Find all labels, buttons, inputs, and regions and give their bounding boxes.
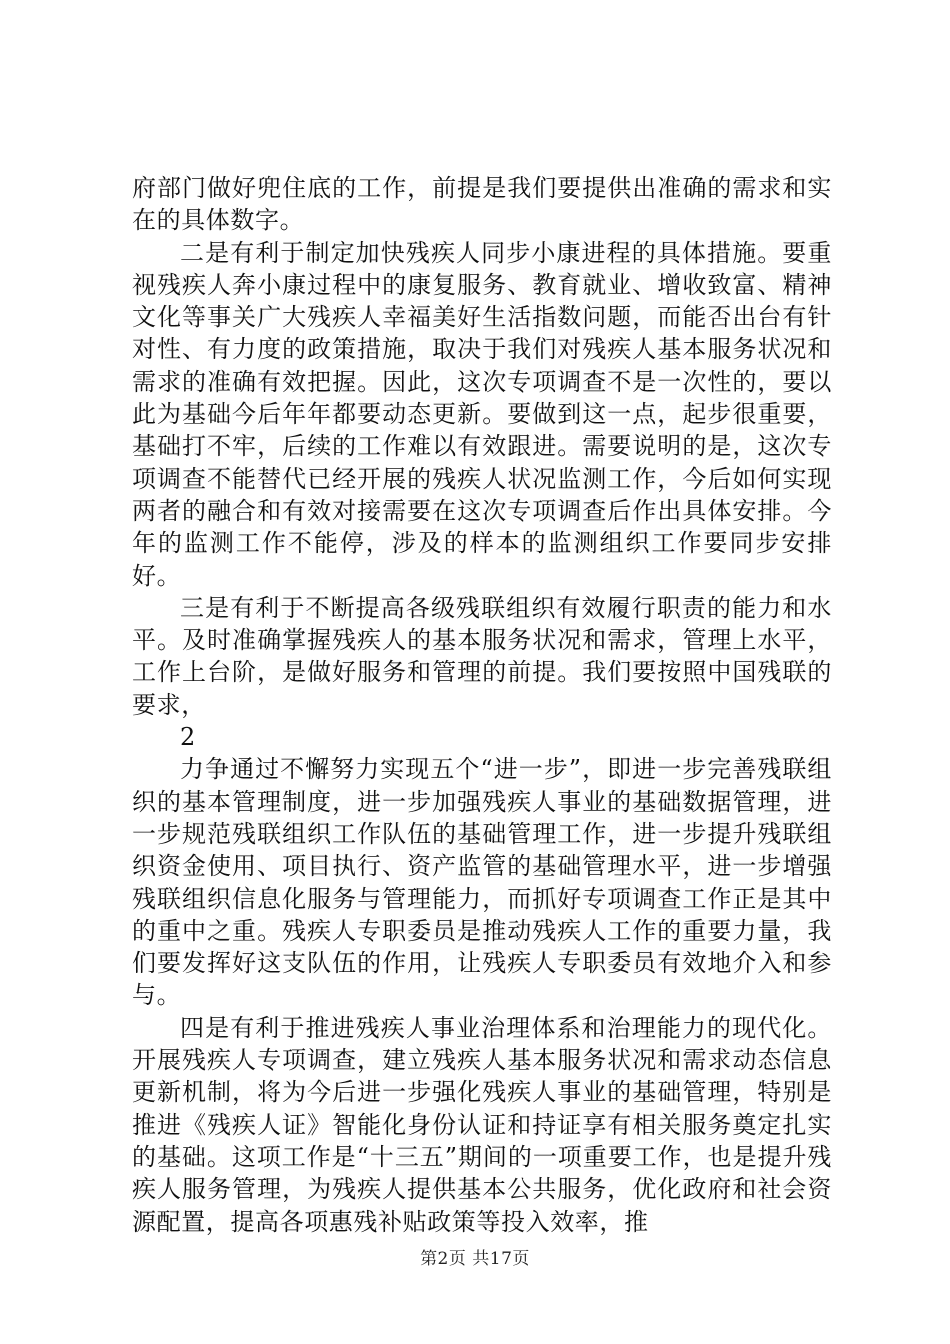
paragraph: 力争通过不懈努力实现五个“进一步”，即进一步完善残联组织的基本管理制度，进一步加强残疾人事业的基础数据管理，进一步规范残联组织工作队伍的基础管理工作，进一步提升残联组织资金使用、项目执行、资产监管的基础管理水平，进一步增强残联组织信息化服务与管理能力，而抓好专项调查工作正是其中的重中之重。残疾人专职委员是推动残疾人工作的重要力量，我们要发挥好这支队伍的作用，让残疾人专职委员有效地介入和参与。	[132, 755, 832, 1010]
inline-page-number: 2	[180, 723, 196, 752]
page-footer: 第2页 共17页	[420, 1249, 530, 1269]
document-body	[132, 172, 832, 1238]
paragraph: 三是有利于不断提高各级残联组织有效履行职责的能力和水平。及时准确掌握残疾人的基本服务状况和需求，管理上水平，工作上台阶，是做好服务和管理的前提。我们要按照中国残联的要求，	[132, 593, 832, 719]
paragraph: 府部门做好兜住底的工作，前提是我们要提供出准确的需求和实在的具体数字。	[132, 174, 832, 235]
paragraph: 四是有利于推进残疾人事业治理体系和治理能力的现代化。开展残疾人专项调查，建立残疾人基本服务状况和需求动态信息更新机制，将为今后进一步强化残疾人事业的基础管理，特别是推进《残疾人证》智能化身份认证和持证享有相关服务奠定扎实的基础。这项工作是“十三五”期间的一项重要工作，也是提升残疾人服务管理，为残疾人提供基本公共服务，优化政府和社会资源配置，提高各项惠残补贴政策等投入效率，推	[132, 1013, 832, 1236]
paragraph: 二是有利于制定加快残疾人同步小康进程的具体措施。要重视残疾人奔小康过程中的康复服务、教育就业、增收致富、精神文化等事关广大残疾人幸福美好生活指数问题，而能否出台有针对性、有力度的政策措施，取决于我们对残疾人基本服务状况和需求的准确有效把握。因此，这次专项调查不是一次性的，要以此为基础今后年年都要动态更新。要做到这一点，起步很重要，基础打不牢，后续的工作难以有效跟进。需要说明的是，这次专项调查不能替代已经开展的残疾人状况监测工作，今后如何实现两者的融合和有效对接需要在这次专项调查后作出具体安排。今年的监测工作不能停，涉及的样本的监测组织工作要同步安排好。	[132, 238, 832, 590]
